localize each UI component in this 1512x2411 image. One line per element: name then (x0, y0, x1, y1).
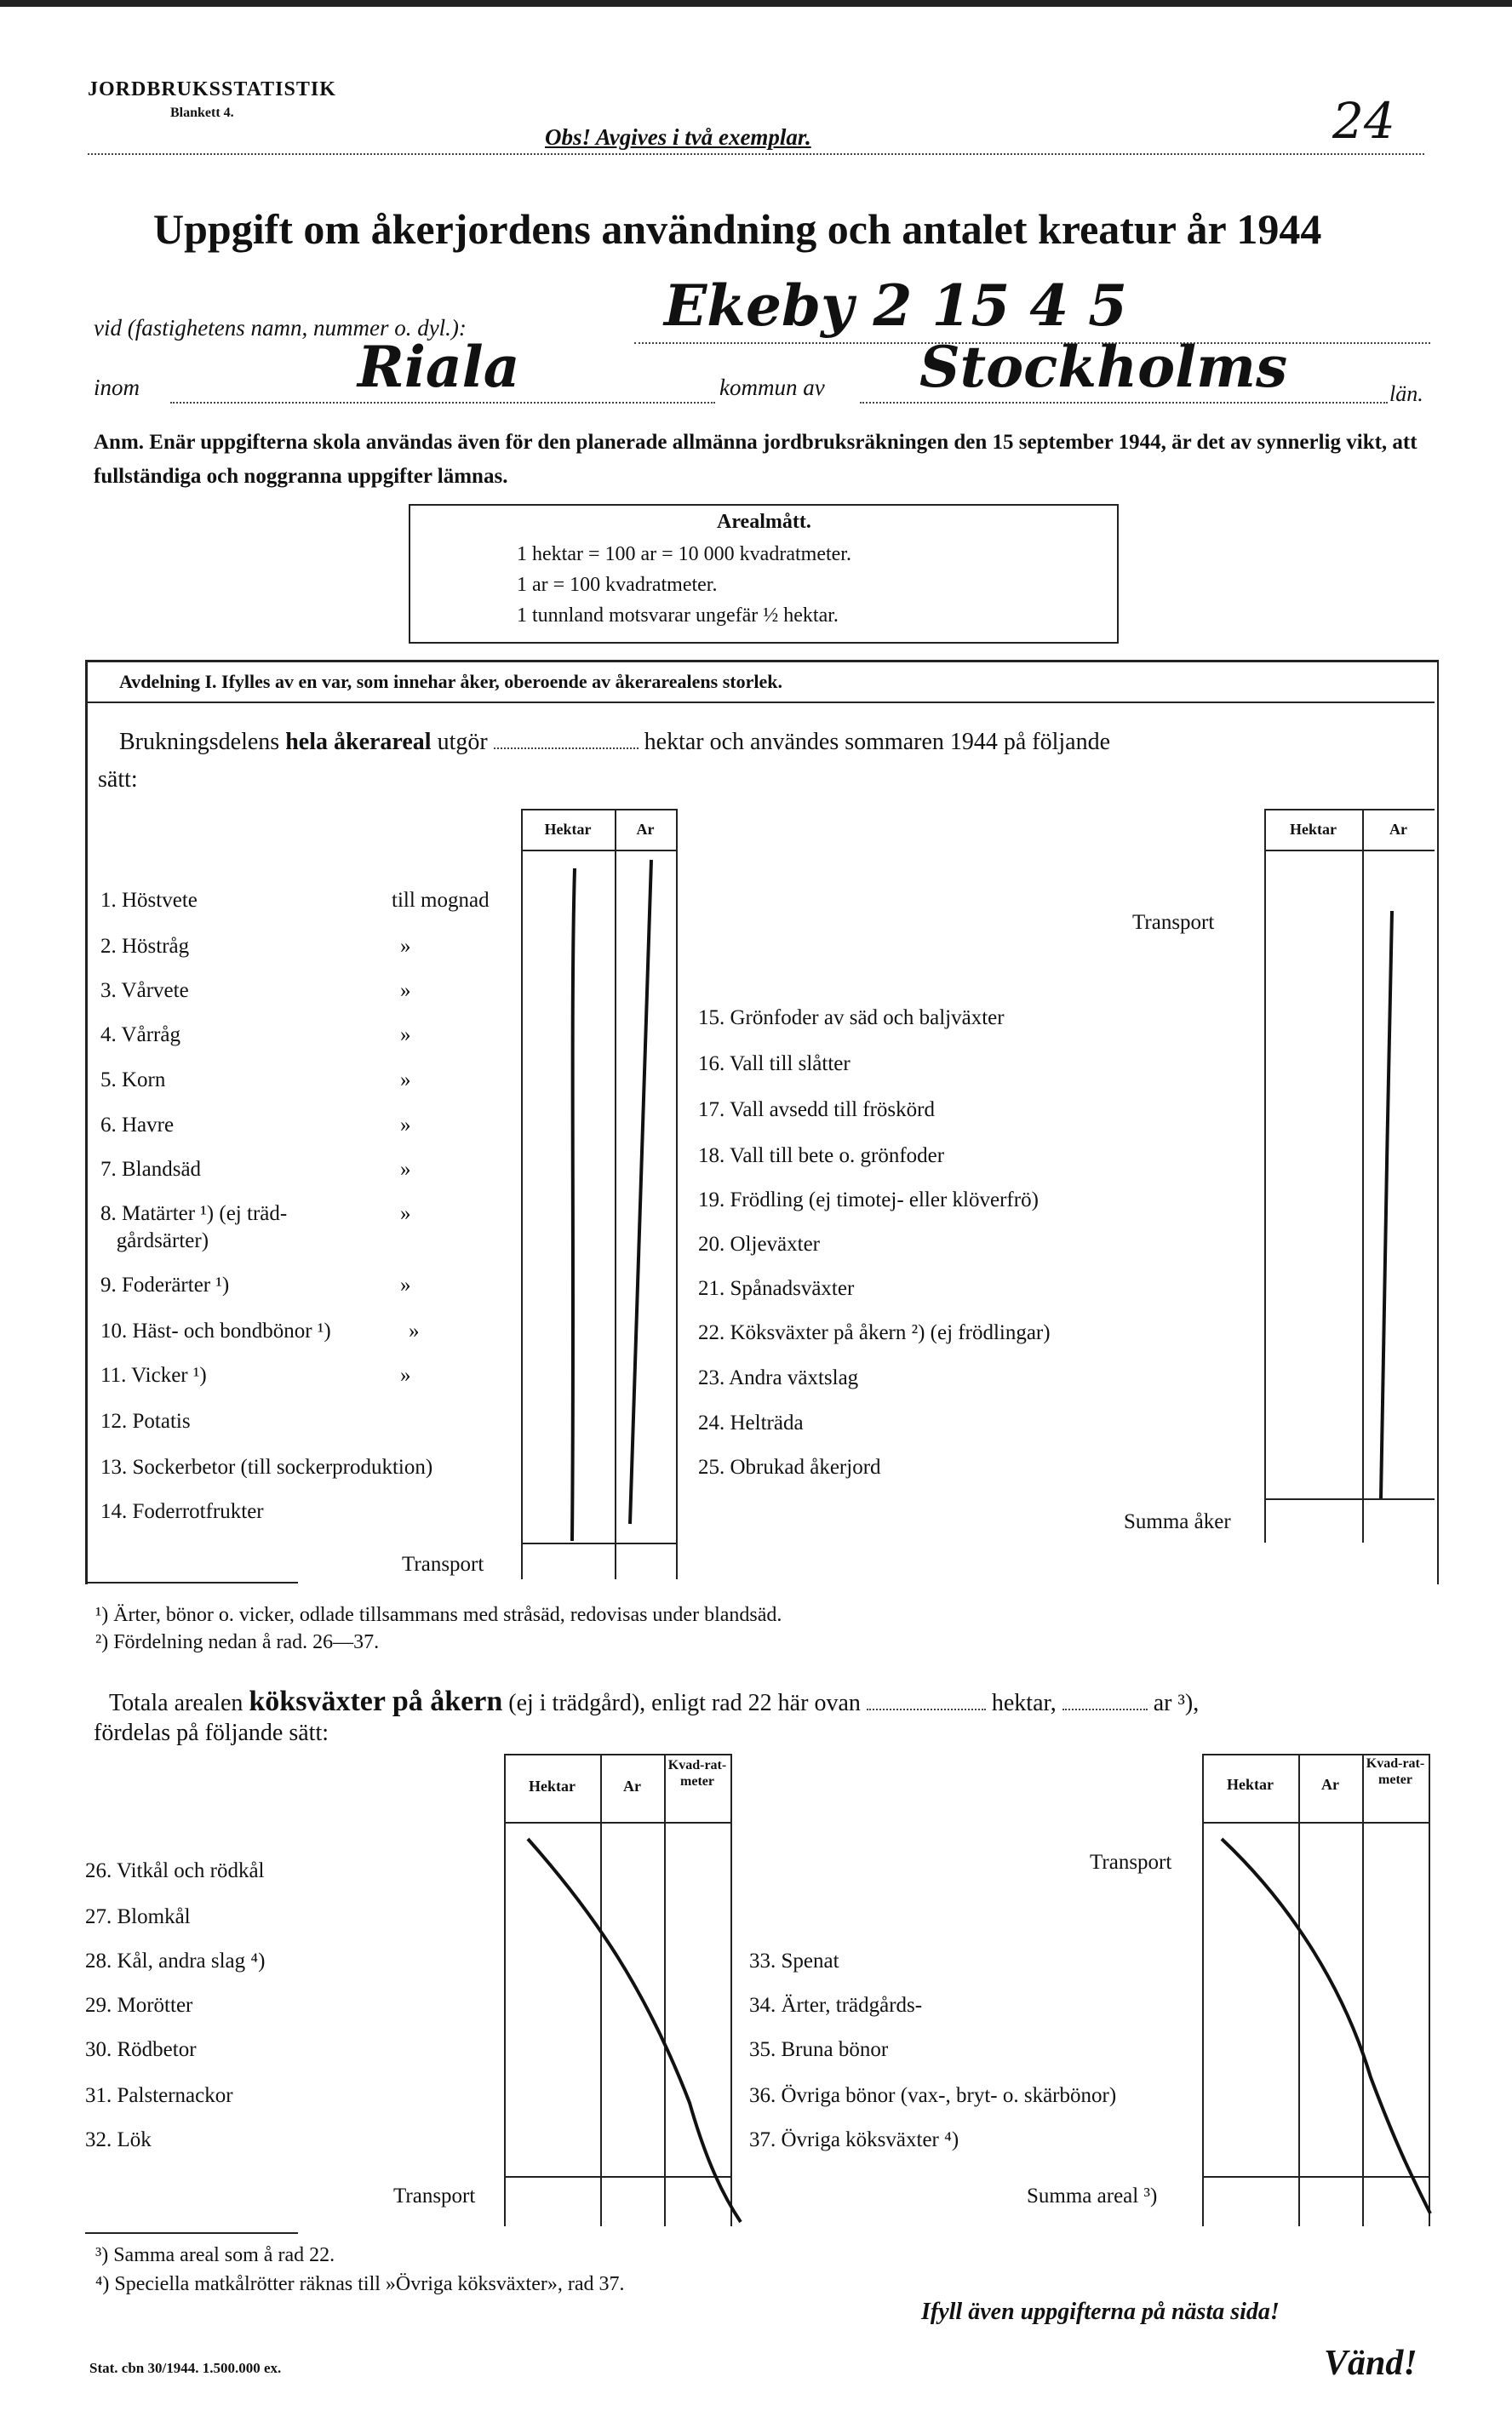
row-11-label: 11. Vicker ¹) (100, 1364, 207, 1387)
strike-line (572, 868, 575, 1541)
row-30-label: 30. Rödbetor (85, 2038, 197, 2061)
footnote-3: ³) Samma areal som å rad 22. (95, 2244, 335, 2266)
footnote-1: ¹) Ärter, bönor o. vicker, odlade tillsammans med stråsäd, redovisas under blandsäd. (95, 1604, 782, 1626)
s2-right-col-hektar: Hektar (1227, 1776, 1274, 1793)
row-1-label: 1. Höstvete (100, 889, 198, 912)
footnote-rule (85, 1582, 298, 1583)
row-37-label: 37. Övriga köksväxter ⁴) (749, 2128, 959, 2151)
property-value[interactable]: Ekeby 2 15 4 5 (664, 272, 1128, 339)
page-title: Uppgift om åkerjordens användning och antalet kreatur år 1944 (153, 205, 1322, 253)
notice-text: Obs! Avgives i två exemplar. (545, 124, 811, 150)
row-28-label: 28. Kål, andra slag ⁴) (85, 1950, 266, 1973)
row-1-suffix: till mognad (392, 889, 490, 912)
row-8-label: 8. Matärter ¹) (ej träd- (100, 1202, 288, 1225)
section-1-intro (119, 729, 1110, 756)
print-info: Stat. cbn 30/1944. 1.500.000 ex. (89, 2360, 282, 2376)
intro-emphasis: hela åkerareal (285, 729, 432, 755)
strike-marks (494, 1822, 1447, 2231)
col-top (521, 809, 676, 810)
intro-fordelas: fördelas på följande sätt: (94, 1720, 329, 1746)
row-5-suffix: » (400, 1068, 411, 1091)
intro-part: hektar och användes sommaren 1944 på följande (644, 729, 1111, 755)
left-transport: Transport (402, 1553, 484, 1576)
section-1-heading: Avdelning I. Ifylles av en var, som innehar åker, oberoende av åkerarealens storlek. (119, 671, 782, 692)
row-6-suffix: » (400, 1114, 411, 1137)
divider (85, 702, 1435, 703)
row-10-label: 10. Häst- och bondbönor ¹) (100, 1320, 331, 1343)
right-col-ar: Ar (1389, 821, 1407, 838)
scan-edge (0, 0, 1512, 7)
summa-aker: Summa åker (1124, 1510, 1231, 1533)
s2-right-transport: Transport (1090, 1851, 1172, 1874)
note-text: Anm. Enär uppgifterna skola användas även för den planerade allmänna jordbruksräkningen den 15 september 1944, är det av synnerlig vikt, att fullständiga och noggranna uppgifter lämnas. (94, 431, 1418, 488)
row-24-label: 24. Helträda (698, 1412, 804, 1435)
inom-label: inom (94, 375, 140, 400)
property-label: vid (fastighetens namn, nummer o. dyl.): (94, 315, 467, 341)
strike-line (528, 1839, 741, 2222)
lan-value[interactable]: Stockholms (919, 334, 1288, 400)
row-4-label: 4. Vårråg (100, 1023, 180, 1046)
row-26-label: 26. Vitkål och rödkål (85, 1859, 265, 1882)
row-19-label: 19. Frödling (ej timotej- eller klöverfrö) (698, 1188, 1039, 1211)
series-label: JORDBRUKSSTATISTIK (88, 78, 336, 100)
strike-line (630, 860, 651, 1524)
page-number: 24 (1332, 92, 1395, 150)
row-4-suffix: » (400, 1023, 411, 1046)
row-2-suffix: » (400, 935, 411, 958)
intro-part: hektar, (991, 1690, 1057, 1716)
row-3-suffix: » (400, 979, 411, 1002)
strike-marks (511, 843, 1447, 1558)
intro-part: (ej i trädgård), enligt rad 22 här ovan (508, 1690, 861, 1716)
row-22-label: 22. Köksväxter på åkern ²) (ej frödlingar) (698, 1321, 1051, 1344)
row-31-label: 31. Palsternackor (85, 2084, 233, 2107)
row-10-suffix: » (409, 1320, 420, 1343)
divider (88, 153, 1424, 155)
intro-emphasis: köksväxter på åkern (249, 1686, 503, 1717)
row-15-label: 15. Grönfoder av säd och baljväxter (698, 1006, 1005, 1029)
row-21-label: 21. Spånadsväxter (698, 1277, 855, 1300)
row-29-label: 29. Morötter (85, 1994, 193, 2017)
footnote-4: ⁴) Speciella matkålrötter räknas till »Övriga köksväxter», rad 37. (95, 2273, 625, 2295)
area-line-3: 1 tunnland motsvarar ungefär ½ hektar. (517, 604, 839, 627)
row-13-label: 13. Sockerbetor (till sockerproduktion) (100, 1456, 433, 1479)
section-2-intro (109, 1686, 1199, 1718)
row-33-label: 33. Spenat (749, 1950, 839, 1973)
row-7-suffix: » (400, 1158, 411, 1181)
row-2-label: 2. Höstråg (100, 935, 190, 958)
intro-part: Totala arealen (109, 1690, 243, 1716)
row-23-label: 23. Andra växtslag (698, 1366, 859, 1389)
kommun-label: kommun av (719, 375, 825, 400)
right-col-hektar: Hektar (1290, 821, 1337, 838)
intro-part: utgör (437, 729, 488, 755)
row-14-label: 14. Foderrotfrukter (100, 1500, 264, 1523)
row-5-label: 5. Korn (100, 1068, 166, 1091)
row-20-label: 20. Oljeväxter (698, 1233, 821, 1256)
s2-left-col-kvm: Kvad-rat-meter (667, 1758, 727, 1789)
intro-part: Brukningsdelens (119, 729, 280, 755)
row-12-label: 12. Potatis (100, 1410, 191, 1433)
row-11-suffix: » (400, 1364, 411, 1387)
left-col-ar: Ar (636, 821, 655, 838)
area-measure-box (409, 504, 1119, 644)
left-col-hektar: Hektar (544, 821, 592, 838)
row-34-label: 34. Ärter, trädgårds- (749, 1994, 923, 2017)
footnote-rule (85, 2232, 298, 2234)
row-3-label: 3. Vårvete (100, 979, 189, 1002)
row-17-label: 17. Vall avsedd till fröskörd (698, 1098, 935, 1121)
lan-label: län. (1389, 381, 1423, 406)
lan-line (860, 402, 1388, 404)
area-line-2: 1 ar = 100 kvadratmeter. (517, 574, 718, 596)
intro-part: ar ³), (1153, 1690, 1200, 1716)
fill-next-page-text: Ifyll även uppgifterna på nästa sida! (921, 2299, 1280, 2325)
s2-right-col-kvm: Kvad-rat-meter (1366, 1756, 1425, 1787)
row-6-label: 6. Havre (100, 1114, 175, 1137)
turn-page-text: Vänd! (1324, 2344, 1418, 2383)
row-25-label: 25. Obrukad åkerjord (698, 1456, 881, 1479)
row-36-label: 36. Övriga bönor (vax-, bryt- o. skärbönor) (749, 2084, 1117, 2107)
row-32-label: 32. Lök (85, 2128, 152, 2151)
area-line-1: 1 hektar = 100 ar = 10 000 kvadratmeter. (517, 543, 851, 565)
s2-left-col-hektar: Hektar (529, 1778, 576, 1795)
kommun-value[interactable]: Riala (358, 334, 520, 400)
form-number: Blankett 4. (170, 106, 234, 120)
intro-satt: sätt: (98, 766, 138, 793)
row-8-suffix: » (400, 1202, 411, 1225)
s2-right-col-ar: Ar (1321, 1776, 1339, 1793)
kok-hektar-field[interactable] (867, 1709, 986, 1710)
row-9-label: 9. Foderärter ¹) (100, 1274, 230, 1297)
row-35-label: 35. Bruna bönor (749, 2038, 889, 2061)
area-box-title: Arealmått. (717, 511, 811, 533)
summa-areal: Summa areal ³) (1027, 2185, 1158, 2208)
right-transport: Transport (1132, 911, 1215, 934)
row-7-label: 7. Blandsäd (100, 1158, 202, 1181)
row-27-label: 27. Blomkål (85, 1905, 191, 1928)
row-16-label: 16. Vall till slåtter (698, 1052, 850, 1075)
col-top (1264, 809, 1435, 810)
row-8b-label: gårdsärter) (100, 1229, 209, 1252)
strike-line (1222, 1839, 1430, 2213)
footnote-2: ²) Fördelning nedan å rad. 26—37. (95, 1631, 380, 1653)
kommun-line (170, 402, 715, 404)
strike-line (1381, 911, 1392, 1498)
s2-left-col-ar: Ar (623, 1778, 641, 1795)
row-18-label: 18. Vall till bete o. grönfoder (698, 1144, 945, 1167)
s2-left-transport: Transport (393, 2185, 476, 2208)
kok-ar-field[interactable] (1062, 1709, 1148, 1710)
total-area-field[interactable] (494, 747, 639, 749)
row-9-suffix: » (400, 1274, 411, 1297)
col-top (504, 1754, 730, 1755)
